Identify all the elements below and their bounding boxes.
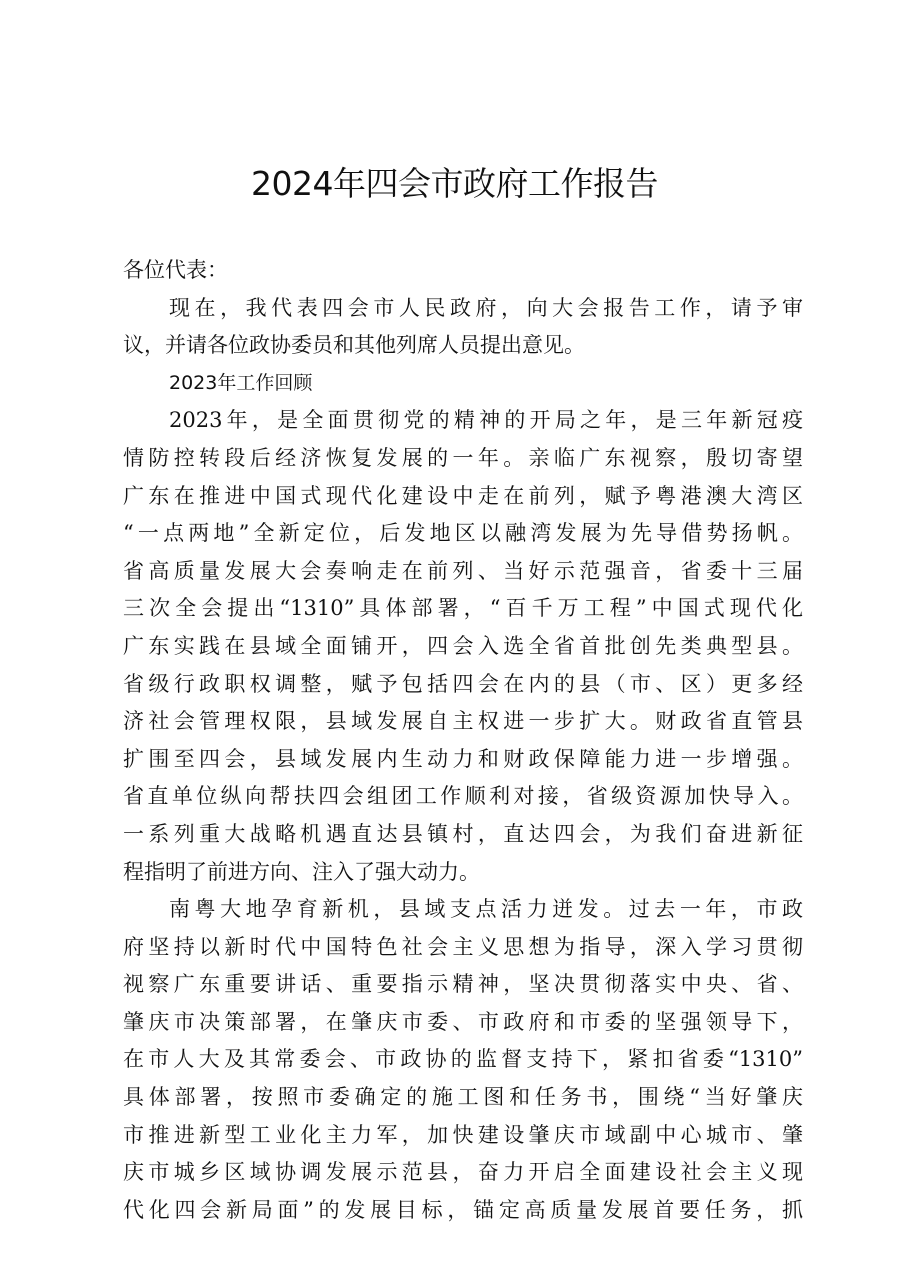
paragraph-line: 广东在推进中国式现代化建设中走在前列，赋予粤港澳大湾区 [123, 483, 803, 508]
paragraph-line: 三次全会提出“1310”具体部署，“百千万工程”中国式现代化 [123, 596, 803, 621]
paragraph-line: 具体部署，按照市委确定的施工图和任务书，围绕“当好肇庆 [123, 1085, 803, 1110]
paragraph-line: 省直单位纵向帮扶四会组团工作顺利对接，省级资源加快导入。 [123, 784, 803, 809]
paragraph-line: 一系列重大战略机遇直达县镇村，直达四会，为我们奋进新征 [123, 821, 803, 846]
paragraph-line: 现在，我代表四会市人民政府，向大会报告工作，请予审 [169, 295, 803, 320]
paragraph-line: 情防控转段后经济恢复发展的一年。亲临广东视察，殷切寄望 [123, 445, 803, 470]
paragraph-line: 在市人大及其常委会、市政协的监督支持下，紧扣省委“1310” [123, 1047, 803, 1072]
paragraph-line: 市推进新型工业化主力军，加快建设肇庆市域副中心城市、肇 [123, 1122, 803, 1147]
paragraph-line: 府坚持以新时代中国特色社会主义思想为指导，深入学习贯彻 [123, 934, 803, 959]
section-heading: 2023年工作回顾 [169, 371, 313, 394]
paragraph-line: 2023年，是全面贯彻党的精神的开局之年，是三年新冠疫 [169, 408, 803, 433]
salutation: 各位代表： [123, 258, 228, 282]
document-body [123, 252, 803, 1229]
paragraph-2 [123, 891, 803, 1229]
paragraph-line: 代化四会新局面”的发展目标，锚定高质量发展首要任务，抓 [123, 1197, 803, 1222]
document-title: 2024年四会市政府工作报告 [251, 164, 658, 203]
paragraph-line: “一点两地”全新定位，后发地区以融湾发展为先导借势扬帆。 [123, 521, 803, 546]
paragraph-line: 视察广东重要讲话、重要指示精神，坚决贯彻落实中央、省、 [123, 972, 803, 997]
paragraph-line: 广东实践在县域全面铺开，四会入选全省首批创先类典型县。 [123, 633, 803, 658]
paragraph-line: 程指明了前进方向、注入了强大动力。 [123, 859, 480, 884]
paragraph-line: 济社会管理权限，县域发展自主权进一步扩大。财政省直管县 [123, 709, 803, 734]
paragraph-line: 南粤大地孕育新机，县域支点活力迸发。过去一年，市政 [169, 897, 803, 922]
paragraph-line: 肇庆市决策部署，在肇庆市委、市政府和市委的坚强领导下， [123, 1009, 803, 1034]
paragraph-line: 庆市城乡区域协调发展示范县，奋力开启全面建设社会主义现 [123, 1160, 803, 1185]
paragraph-line: 扩围至四会，县域发展内生动力和财政保障能力进一步增强。 [123, 746, 803, 771]
paragraph-line: 省级行政职权调整，赋予包括四会在内的县（市、区）更多经 [123, 671, 803, 696]
paragraph-line: 议，并请各位政协委员和其他列席人员提出意见。 [123, 333, 585, 358]
intro-paragraph [123, 290, 803, 365]
paragraph-line: 省高质量发展大会奏响走在前列、当好示范强音，省委十三届 [123, 558, 803, 583]
paragraph-1 [123, 402, 803, 891]
